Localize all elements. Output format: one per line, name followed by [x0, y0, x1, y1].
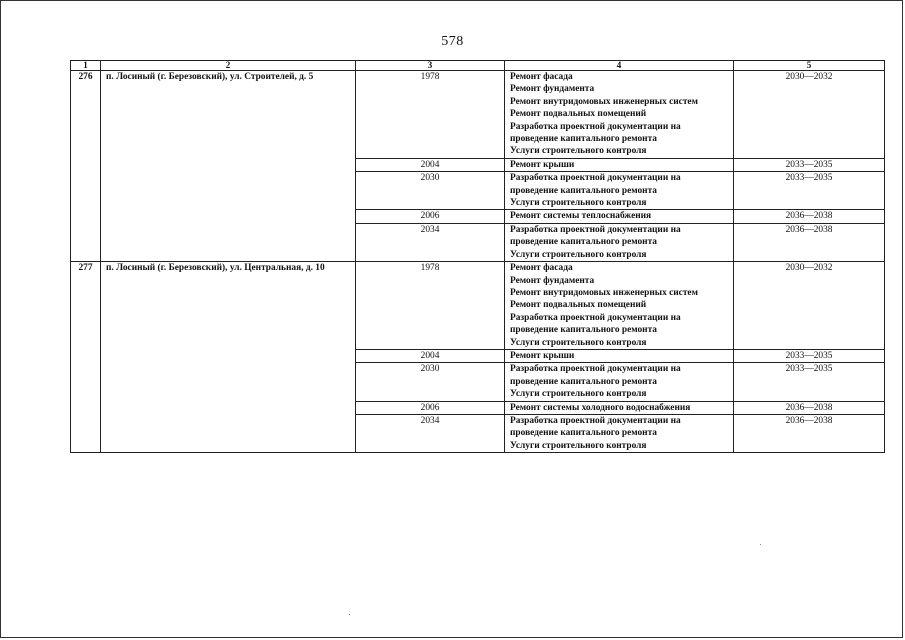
entry-period: 2030—2032 — [734, 71, 885, 159]
column-header: 4 — [505, 61, 734, 71]
entry-period: 2033—2035 — [734, 349, 885, 362]
work-line: проведение капитального ремонта — [510, 237, 657, 248]
entry-period: 2036—2038 — [734, 401, 885, 414]
work-line: Ремонт фундамента — [510, 84, 595, 95]
work-line: проведение капитального ремонта — [510, 428, 657, 439]
entry-year: 2006 — [356, 210, 505, 223]
entry-works — [505, 363, 734, 401]
entry-works — [505, 349, 734, 362]
entry-works — [505, 223, 734, 261]
work-line: Ремонт крыши — [510, 159, 575, 170]
work-line: Ремонт внутридомовых инженерных систем — [510, 287, 698, 298]
object-number: 276 — [71, 71, 101, 262]
entry-period: 2030—2032 — [734, 262, 885, 350]
entry-year: 2030 — [356, 172, 505, 210]
work-line: Разработка проектной документации на — [510, 121, 681, 132]
work-line: Ремонт внутридомовых инженерных систем — [510, 96, 698, 107]
column-header: 3 — [356, 61, 505, 71]
entry-year: 1978 — [356, 71, 505, 159]
entry-year: 2034 — [356, 414, 505, 452]
work-line: Ремонт фасада — [510, 72, 573, 82]
entry-year: 1978 — [356, 262, 505, 350]
object-address: п. Лосиный (г. Березовский), ул. Центральная, д. 10 — [101, 262, 356, 453]
column-header: 1 — [71, 61, 101, 71]
work-line: Ремонт подвальных помещений — [510, 300, 647, 311]
work-line: Услуги строительного контроля — [510, 198, 647, 209]
column-header: 2 — [101, 61, 356, 71]
work-line: Разработка проектной документации на — [510, 224, 681, 235]
work-line: Услуги строительного контроля — [510, 440, 647, 451]
work-line: Ремонт фундамента — [510, 275, 595, 286]
work-line: Ремонт подвальных помещений — [510, 109, 647, 120]
entry-year: 2004 — [356, 158, 505, 171]
work-line: Услуги строительного контроля — [510, 249, 647, 260]
repair-schedule-table — [70, 60, 885, 453]
entry-period: 2033—2035 — [734, 158, 885, 171]
entry-period: 2033—2035 — [734, 363, 885, 401]
work-line: проведение капитального ремонта — [510, 185, 657, 196]
entry-works — [505, 172, 734, 210]
work-line: проведение капитального ремонта — [510, 134, 657, 145]
work-line: Разработка проектной документации на — [510, 173, 681, 184]
entry-year: 2006 — [356, 401, 505, 414]
column-header: 5 — [734, 61, 885, 71]
work-line: Разработка проектной документации на — [510, 415, 681, 426]
object-address: п. Лосиный (г. Березовский), ул. Строителей, д. 5 — [101, 71, 356, 262]
work-line: Ремонт фасада — [510, 263, 573, 274]
entry-works — [505, 71, 734, 159]
work-line: Ремонт крыши — [510, 350, 575, 361]
work-line: Услуги строительного контроля — [510, 146, 647, 157]
work-line: Услуги строительного контроля — [510, 389, 647, 400]
scan-speck — [349, 614, 350, 615]
entry-period: 2033—2035 — [734, 172, 885, 210]
entry-works — [505, 158, 734, 171]
entry-period: 2036—2038 — [734, 414, 885, 452]
table-row — [71, 71, 885, 159]
work-line: Разработка проектной документации на — [510, 312, 681, 323]
scan-speck — [760, 544, 761, 545]
entry-year: 2034 — [356, 223, 505, 261]
page-number: 578 — [441, 34, 464, 49]
entry-period: 2036—2038 — [734, 223, 885, 261]
table-row — [71, 262, 885, 350]
object-number: 277 — [71, 262, 101, 453]
work-line: проведение капитального ремонта — [510, 325, 657, 336]
work-line: Разработка проектной документации на — [510, 364, 681, 375]
work-line: Ремонт системы холодного водоснабжения — [510, 402, 691, 413]
header-row — [71, 61, 885, 71]
work-line: Ремонт системы теплоснабжения — [510, 211, 652, 222]
work-line: Услуги строительного контроля — [510, 337, 647, 348]
work-line: проведение капитального ремонта — [510, 376, 657, 387]
entry-works — [505, 401, 734, 414]
entry-works — [505, 262, 734, 350]
entry-works — [505, 210, 734, 223]
table-body — [71, 71, 885, 453]
entry-works — [505, 414, 734, 452]
entry-year: 2030 — [356, 363, 505, 401]
entry-period: 2036—2038 — [734, 210, 885, 223]
entry-year: 2004 — [356, 349, 505, 362]
